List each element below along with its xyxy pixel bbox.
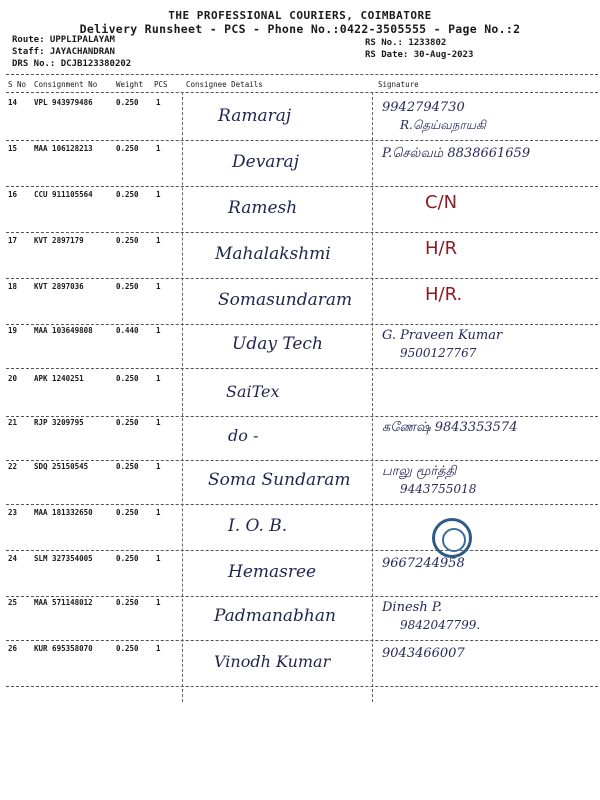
col-header-weight: Weight [116, 80, 144, 89]
row-divider [6, 368, 598, 369]
col-header-sno: S No [8, 80, 27, 89]
row-consignee-name: Hemasree [228, 562, 317, 582]
row-pieces: 1 [156, 554, 161, 563]
row-pieces: 1 [156, 190, 161, 199]
row-weight: 0.250 [116, 598, 139, 607]
row-divider [6, 416, 598, 417]
header-top-rule [6, 74, 598, 75]
row-serial-number: 20 [8, 374, 18, 383]
row-signature: G. Praveen Kumar [382, 328, 503, 343]
row-consignee-name: Padmanabhan [214, 606, 336, 626]
rs-date: RS Date: 30-Aug-2023 [365, 50, 474, 60]
staff-label: Staff: JAYACHANDRAN [12, 47, 115, 57]
row-weight: 0.250 [116, 282, 139, 291]
drs-number: DRS No.: DCJB123380202 [12, 59, 132, 69]
header-bottom-rule [6, 92, 598, 93]
row-signature: 9942794730 [382, 100, 465, 115]
row-pieces: 1 [156, 508, 161, 517]
row-divider [6, 278, 598, 279]
row-weight: 0.250 [116, 462, 139, 471]
row-pieces: 1 [156, 236, 161, 245]
row-divider [6, 686, 598, 687]
row-consignee-name: Mahalakshmi [215, 244, 331, 264]
row-consignment-number: KUR 695358070 [34, 644, 93, 653]
row-weight: 0.250 [116, 98, 139, 107]
row-signature: 9043466007 [382, 646, 465, 661]
row-signature: பாலு மூர்த்தி [382, 464, 457, 479]
row-pieces: 1 [156, 462, 161, 471]
col-header-pcs: PCS [154, 80, 168, 89]
row-signature: H/R. [425, 284, 463, 305]
row-consignee-name: Ramesh [228, 198, 298, 218]
row-divider [6, 140, 598, 141]
row-serial-number: 14 [8, 98, 18, 107]
row-consignment-number: CCU 911105564 [34, 190, 93, 199]
row-signature: H/R [425, 238, 458, 259]
row-pieces: 1 [156, 144, 161, 153]
row-divider [6, 550, 598, 551]
row-serial-number: 17 [8, 236, 18, 245]
row-consignment-number: RJP 3209795 [34, 418, 84, 427]
row-consignment-number: SLM 327354005 [34, 554, 93, 563]
row-divider [6, 460, 598, 461]
bank-seal-stamp [432, 518, 472, 558]
row-pieces: 1 [156, 598, 161, 607]
row-consignee-name: Somasundaram [218, 290, 353, 310]
row-consignee-name: SaiTex [226, 382, 280, 401]
row-consignment-number: MAA 106128213 [34, 144, 93, 153]
row-signature-extra: 9443755018 [400, 482, 477, 496]
row-consignment-number: MAA 181332650 [34, 508, 93, 517]
row-signature-extra: 9500127767 [400, 346, 477, 360]
row-serial-number: 25 [8, 598, 18, 607]
row-consignment-number: MAA 571148012 [34, 598, 93, 607]
row-consignee-name: I. O. B. [228, 516, 288, 536]
row-weight: 0.250 [116, 644, 139, 653]
row-serial-number: 23 [8, 508, 18, 517]
row-weight: 0.250 [116, 190, 139, 199]
row-consignee-name: Devaraj [232, 152, 299, 172]
row-signature: P.செல்வம் 8838661659 [382, 146, 531, 161]
row-divider [6, 504, 598, 505]
signature-column-divider [372, 92, 373, 702]
row-weight: 0.250 [116, 236, 139, 245]
row-pieces: 1 [156, 644, 161, 653]
runsheet-title: Delivery Runsheet - PCS - Phone No.:0422-3505555 - Page No.:2 [79, 22, 521, 36]
row-signature-extra: 9842047799. [400, 618, 481, 632]
row-serial-number: 21 [8, 418, 18, 427]
row-serial-number: 15 [8, 144, 18, 153]
row-pieces: 1 [156, 282, 161, 291]
row-pieces: 1 [156, 98, 161, 107]
row-signature: Dinesh P. [382, 600, 443, 615]
row-consignee-name: do - [228, 426, 259, 445]
row-consignment-number: SDQ 25150545 [34, 462, 89, 471]
row-serial-number: 24 [8, 554, 18, 563]
row-divider [6, 232, 598, 233]
row-serial-number: 19 [8, 326, 18, 335]
row-weight: 0.250 [116, 418, 139, 427]
rs-number: RS No.: 1233802 [365, 38, 447, 48]
row-signature: C/N [425, 192, 458, 213]
row-consignment-number: KVT 2897179 [34, 236, 84, 245]
row-weight: 0.250 [116, 554, 139, 563]
row-signature: 9667244958 [382, 556, 465, 571]
row-serial-number: 22 [8, 462, 18, 471]
row-consignment-number: KVT 2897036 [34, 282, 84, 291]
row-weight: 0.250 [116, 508, 139, 517]
row-signature-extra: R.தெய்வநாயகி [400, 118, 486, 132]
row-divider [6, 186, 598, 187]
row-consignee-name: Ramaraj [218, 106, 292, 126]
row-weight: 0.250 [116, 374, 139, 383]
row-pieces: 1 [156, 374, 161, 383]
route-label: Route: UPPLIPALAYAM [12, 35, 115, 45]
row-signature: கணேஷ் 9843353574 [382, 420, 518, 435]
row-weight: 0.440 [116, 326, 139, 335]
col-header-consignee: Consignee Details [186, 80, 263, 89]
row-serial-number: 18 [8, 282, 18, 291]
row-pieces: 1 [156, 418, 161, 427]
row-pieces: 1 [156, 326, 161, 335]
col-header-signature: Signature [378, 80, 419, 89]
row-consignment-number: VPL 943979486 [34, 98, 93, 107]
company-name: THE PROFESSIONAL COURIERS, COIMBATORE [168, 9, 432, 22]
row-serial-number: 26 [8, 644, 18, 653]
row-consignee-name: Vinodh Kumar [214, 652, 331, 671]
row-divider [6, 324, 598, 325]
row-consignment-number: MAA 103649808 [34, 326, 93, 335]
row-consignment-number: APK 1240251 [34, 374, 84, 383]
row-consignee-name: Soma Sundaram [208, 470, 351, 490]
row-serial-number: 16 [8, 190, 18, 199]
row-weight: 0.250 [116, 144, 139, 153]
row-consignee-name: Uday Tech [232, 334, 323, 354]
row-divider [6, 640, 598, 641]
row-divider [6, 596, 598, 597]
col-header-consignment: Consignment No [34, 80, 98, 89]
consignee-column-divider [182, 92, 183, 702]
